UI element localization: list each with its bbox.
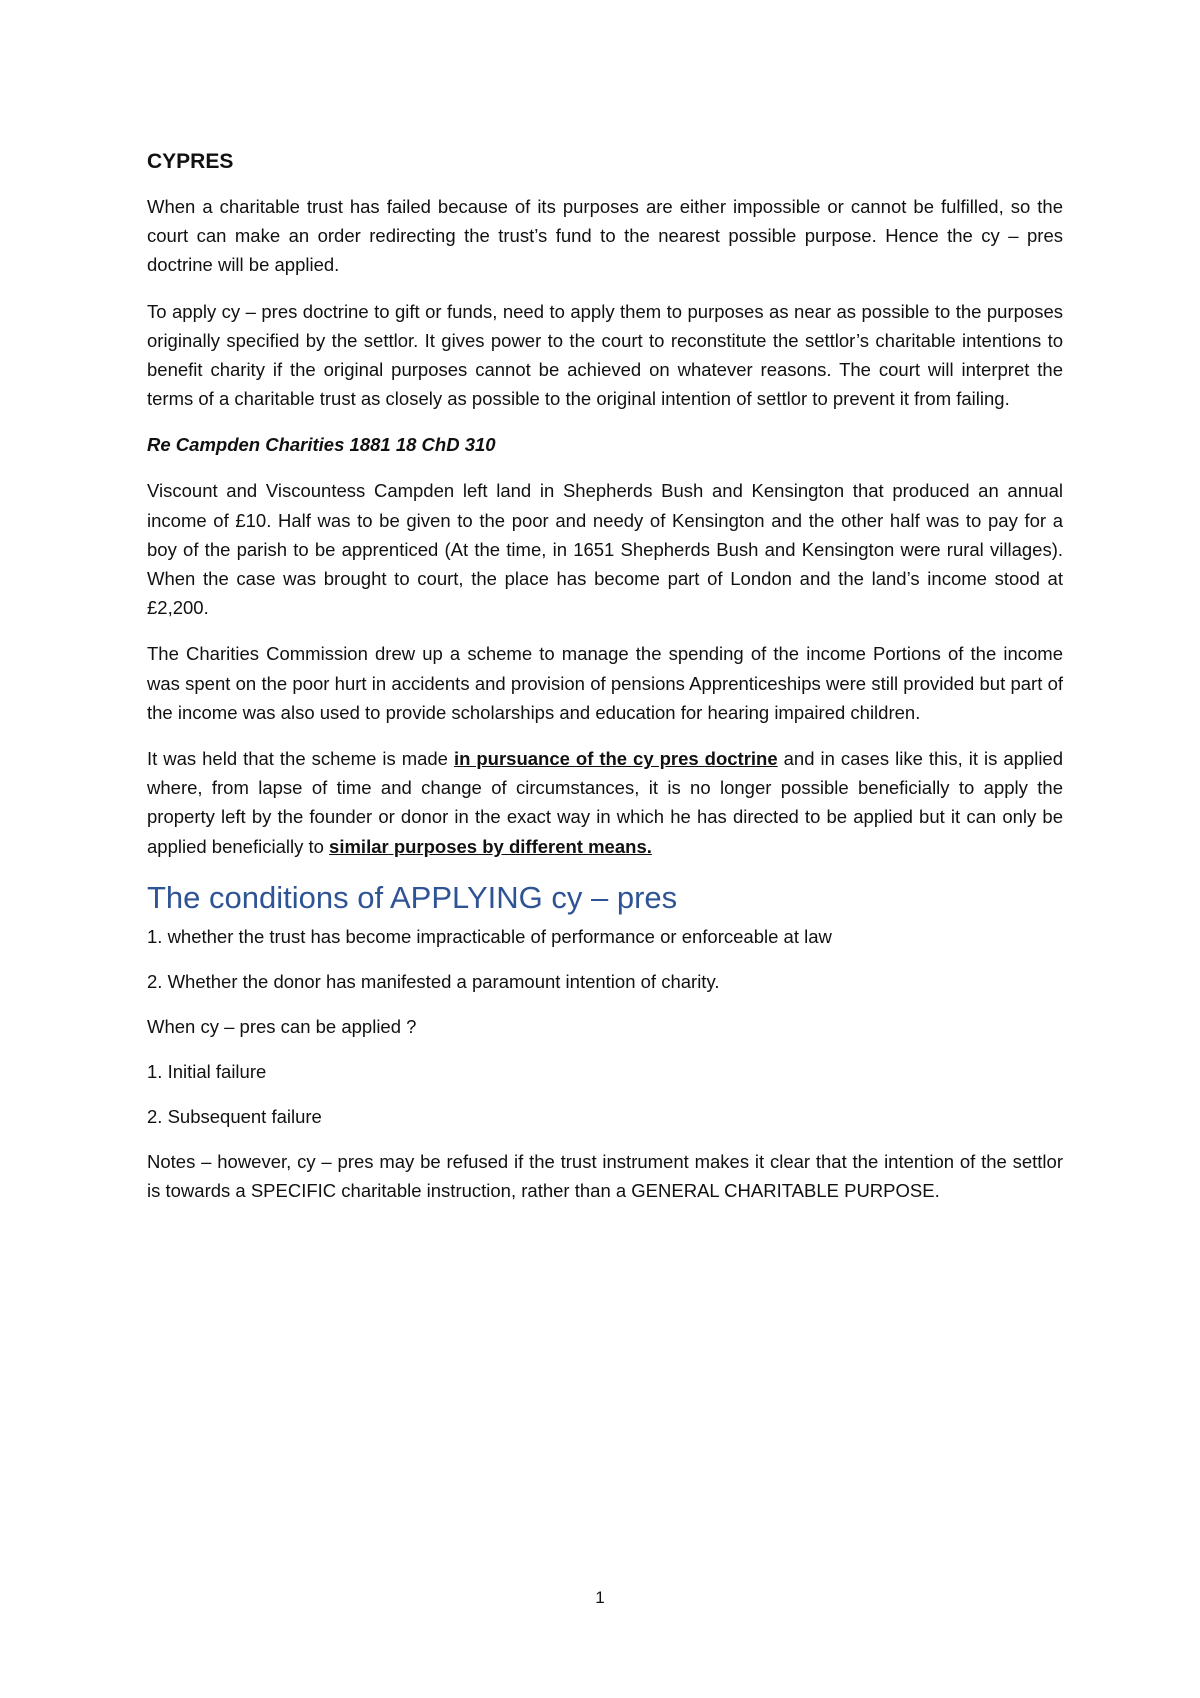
page-number: 1 [595,1588,605,1607]
holding-text-2: and in cases like this, it is applied where, from lapse of time and change of circumstances, it is no longer possible beneficially to apply the property left by the founder or donor in the exact way in which he has directed to be applied but it can only be applied beneficially to [147,748,1064,857]
document-body [147,150,1063,1222]
when-item-2: 2. Subsequent failure [147,1105,322,1127]
holding-paragraph [147,744,1063,861]
conditions-heading: The conditions of APPLYING cy – pres [147,879,678,915]
when-item-1: 1. Initial failure [147,1060,267,1082]
intro-paragraph-2: To apply cy – pres doctrine to gift or funds, need to apply them to purposes as near as possible to the purposes originally specified by the settlor. It gives power to the court to reconstitute the settlor’s charitable intentions to benefit charity if the original purposes cannot be achieved on whatever reasons. The court will interpret the terms of a charitable trust as closely as possible to the original intention of settlor to prevent it from failing. [147,300,1063,410]
document-title: CYPRES [147,150,234,173]
condition-item-1: 1. whether the trust has become impracticable of performance or enforceable at law [147,925,832,947]
intro-paragraph-1: When a charitable trust has failed because of its purposes are either impossible or cannot be fulfilled, so the court can make an order redirecting the trust’s fund to the nearest possible purpose. Hence the cy – pres doctrine will be applied. [147,196,1063,276]
case-facts-paragraph-2: The Charities Commission drew up a scheme to manage the spending of the income Portions of the income was spent on the poor hurt in accidents and provision of pensions Apprenticeships were still provided but part of the income was also used to provide scholarships and education for hearing impaired children. [147,643,1063,723]
case-facts-paragraph-1: Viscount and Viscountess Campden left land in Shepherds Bush and Kensington that produced an annual income of £10. Half was to be given to the poor and needy of Kensington and the other half was to pay for a boy of the parish to be apprenticed (At the time, in 1651 Shepherds Bush and Kensington were rural villages). When the case was brought to court, the place has become part of London and the land’s income stood at £2,200. [147,480,1063,619]
condition-item-2: 2. Whether the donor has manifested a paramount intention of charity. [147,970,720,992]
holding-emphasis-1: in pursuance of the cy pres doctrine [453,748,778,770]
holding-text-1: It was held that the scheme is made [147,748,454,770]
notes-paragraph: Notes – however, cy – pres may be refused if the trust instrument makes it clear that the intention of the settlor is towards a SPECIFIC charitable instruction, rather than a GENERAL CHARITABLE PURPOSE. [147,1150,1063,1202]
case-citation: Re Campden Charities 1881 18 ChD 310 [147,434,496,456]
holding-emphasis-2: similar purposes by different means. [329,835,652,857]
when-question: When cy – pres can be applied ? [147,1015,417,1037]
